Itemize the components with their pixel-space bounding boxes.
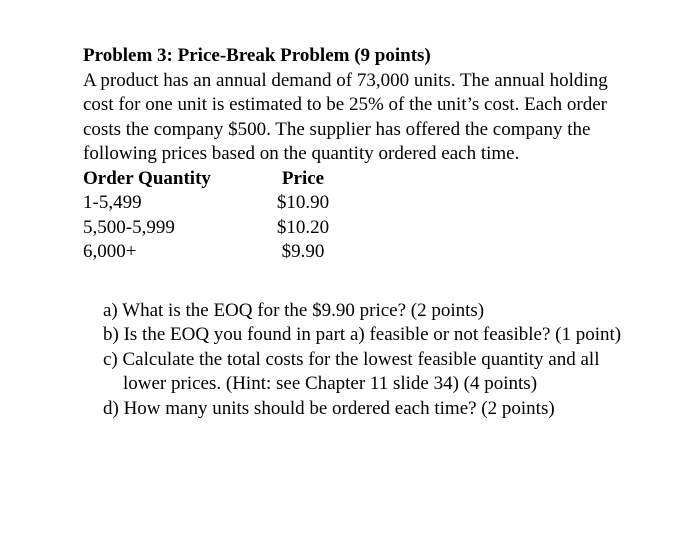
quantity-cell: 1-5,499: [83, 192, 142, 213]
header-order-quantity: Order Quantity: [83, 167, 211, 189]
question-d: d) How many units should be ordered each time? (2 points): [103, 397, 555, 419]
price-cell: $10.20: [276, 216, 330, 238]
table-header-row: [83, 167, 643, 192]
question-a: a) What is the EOQ for the $9.90 price? (2 points): [103, 299, 485, 321]
question-c: c) Calculate the total costs for the lowest feasible quantity and all lower prices. (Hint: see Chapter 11 slide 34) (4 points): [103, 348, 600, 394]
price-table: [83, 167, 643, 265]
price-cell: $10.90: [276, 192, 330, 213]
question-b: b) Is the EOQ you found in part a) feasible or not feasible? (1 point): [103, 324, 622, 345]
quantity-cell: 6,000+: [83, 241, 137, 262]
problem-document: [83, 44, 643, 421]
header-price: Price: [281, 167, 325, 189]
table-row: [83, 216, 643, 241]
problem-intro: A product has an annual demand of 73,000 units. The annual holding cost for one unit is estimated to be 25% of the unit’s cost. Each order costs the company $500. The supplier has offered the company the following prices based on the quantity ordered each time.: [83, 69, 608, 164]
price-cell: $9.90: [281, 241, 325, 262]
quantity-cell: 5,500-5,999: [83, 216, 175, 238]
table-row: [83, 191, 643, 216]
question-list: [83, 299, 643, 422]
problem-title: Problem 3: Price-Break Problem (9 points): [83, 45, 431, 66]
table-row: [83, 240, 643, 265]
